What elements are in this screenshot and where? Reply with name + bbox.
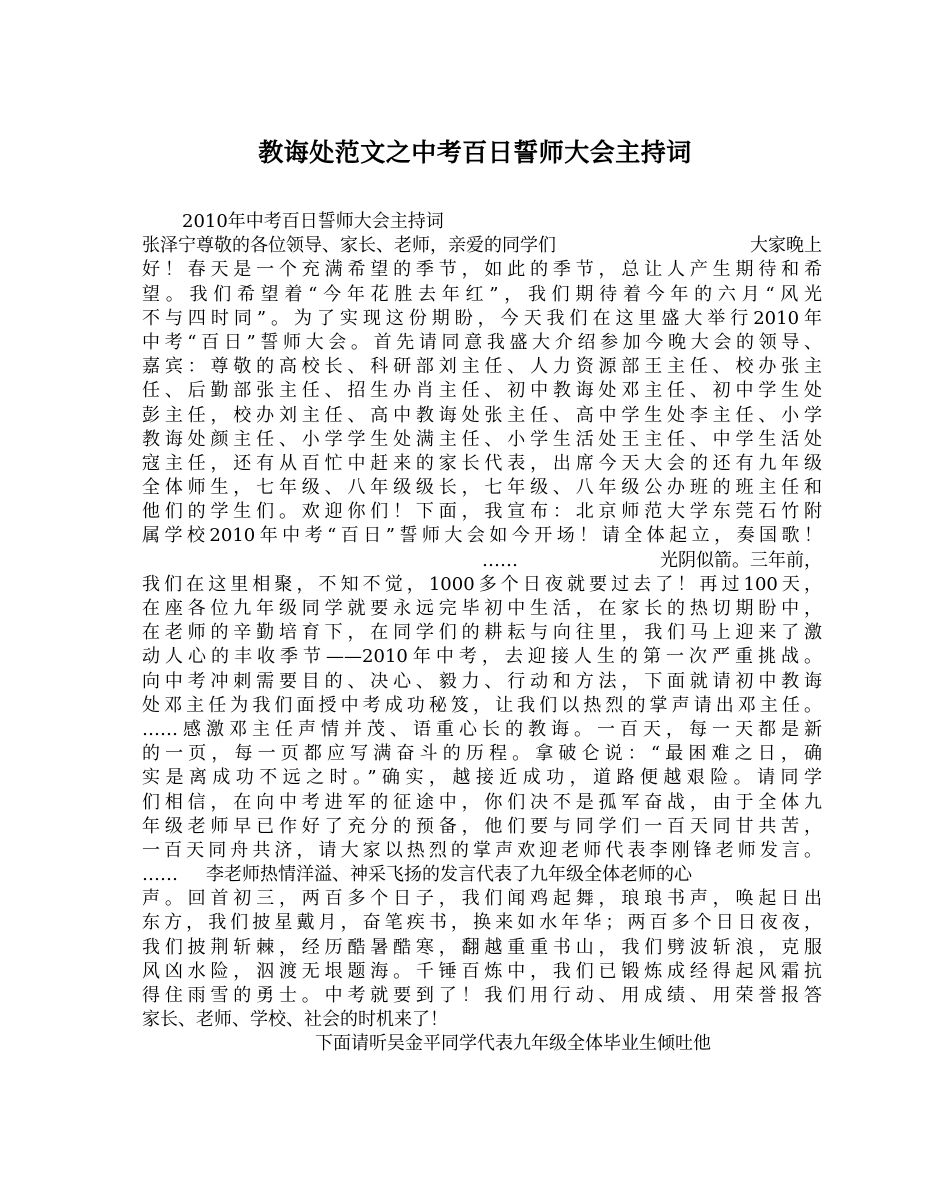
paragraph-line xyxy=(142,863,822,887)
paragraph-line: 他们的学生们。欢迎你们！下面，我宣布：北京师范大学东莞石竹附 xyxy=(142,501,822,523)
paragraph-line: 声。回首初三，两百多个日子，我们闻鸡起舞，琅琅书声，唤起日出 xyxy=(142,888,822,910)
paragraph-line xyxy=(142,234,822,258)
paragraph-line: 实是离成功不远之时。”确实，越接近成功，道路便越艰险。请同学 xyxy=(142,767,822,789)
paragraph-line: 彭主任，校办刘主任、高中教诲处张主任、高中学生处李主任、小学 xyxy=(142,404,822,426)
paragraph-line: 我们在这里相聚，不知不觉，1000多个日夜就要过去了！再过100天， xyxy=(142,573,822,595)
paragraph-line: 一百天同舟共济，请大家以热烈的掌声欢迎老师代表李刚锋老师发言。 xyxy=(142,839,822,861)
paragraph-line: 全体师生，七年级、八年级级长，七年级、八年级公办班的班主任和 xyxy=(142,477,822,499)
paragraph-line: 下面请听吴金平同学代表九年级全体毕业生倾吐他 xyxy=(315,1033,711,1055)
paragraph-line: 动人心的丰收季节——2010年中考，去迎接人生的第一次严重挑战。 xyxy=(142,646,822,668)
document-title: 教诲处范文之中考百日誓师大会主持词 xyxy=(258,138,692,167)
paragraph-line: 望。我们希望着“今年花胜去年红”，我们期待着今年的六月“风光 xyxy=(142,283,822,305)
paragraph-line: 寇主任，还有从百忙中赶来的家长代表，出席今天大会的还有九年级 xyxy=(142,452,822,474)
paragraph-line: 向中考冲刺需要目的、决心、毅力、行动和方法，下面就请初中教诲 xyxy=(142,670,822,692)
paragraph-line: 的一页，每一页都应写满奋斗的历程。拿破仑说：“最困难之日，确 xyxy=(142,743,822,765)
paragraph-line: 我们披荆斩棘，经历酷暑酷寒，翻越重重书山，我们劈波斩浪，克服 xyxy=(142,936,822,958)
paragraph-line: 在座各位九年级同学就要永远完毕初中生活，在家长的热切期盼中， xyxy=(142,598,822,619)
ellipsis-text: …… xyxy=(482,549,518,571)
ellipsis-text: …… xyxy=(142,864,178,886)
paragraph-start: 李老师热情洋溢、神采飞扬的发言代表了九年级全体老师的心 xyxy=(206,864,692,886)
paragraph-line: 家长、老师、学校、社会的时机来了！ xyxy=(142,1009,448,1031)
paragraph-line: 风凶水险，泅渡无垠题海。千锤百炼中，我们已锻炼成经得起风霜抗 xyxy=(142,960,822,982)
paragraph-line: 好！春天是一个充满希望的季节，如此的季节，总让人产生期待和希 xyxy=(142,259,822,281)
paragraph-line: 不与四时同”。为了实现这份期盼，今天我们在这里盛大举行2010年 xyxy=(142,307,822,329)
paragraph-line: 任、后勤部张主任、招生办肖主任、初中教诲处邓主任、初中学生处 xyxy=(142,380,822,402)
paragraph-start: 光阴似箭。三年前， xyxy=(660,549,822,571)
paragraph-line: 们相信，在向中考进军的征途中，你们决不是孤军奋战，由于全体九 xyxy=(142,791,822,813)
paragraph-line: 中考“百日”誓师大会。首先请同意我盛大介绍参加今晚大会的领导、 xyxy=(142,331,822,353)
greeting-tail: 大家晚上 xyxy=(750,235,822,257)
paragraph-line: 在老师的辛勤培育下，在同学们的耕耘与向往里，我们马上迎来了激 xyxy=(142,622,822,644)
paragraph-line: 年级老师早已作好了充分的预备，他们要与同学们一百天同甘共苦， xyxy=(142,815,822,837)
paragraph-line: 东方，我们披星戴月，奋笔疾书，换来如水年华；两百多个日日夜夜， xyxy=(142,912,822,934)
paragraph-line: 得住雨雪的勇士。中考就要到了！我们用行动、用成绩、用荣誉报答 xyxy=(142,985,822,1006)
subtitle-line: 2010年中考百日誓师大会主持词 xyxy=(182,211,444,232)
greeting-text: 张泽宁尊敬的各位领导、家长、老师，亲爱的同学们 xyxy=(142,235,556,257)
paragraph-line: ……感激邓主任声情并茂、语重心长的教诲。一百天，每一天都是新 xyxy=(142,718,822,740)
paragraph-line xyxy=(142,549,822,573)
paragraph-line: 处邓主任为我们面授中考成功秘笈，让我们以热烈的掌声请出邓主任。 xyxy=(142,694,822,716)
paragraph-line: 属学校2010年中考“百日”誓师大会如今开场！请全体起立，奏国歌！ xyxy=(142,525,822,547)
document-body xyxy=(142,210,822,1057)
paragraph-line: 嘉宾：尊敬的高校长、科研部刘主任、人力资源部王主任、校办张主 xyxy=(142,356,822,378)
paragraph-line: 教诲处颜主任、小学学生处满主任、小学生活处王主任、中学生活处 xyxy=(142,428,822,450)
